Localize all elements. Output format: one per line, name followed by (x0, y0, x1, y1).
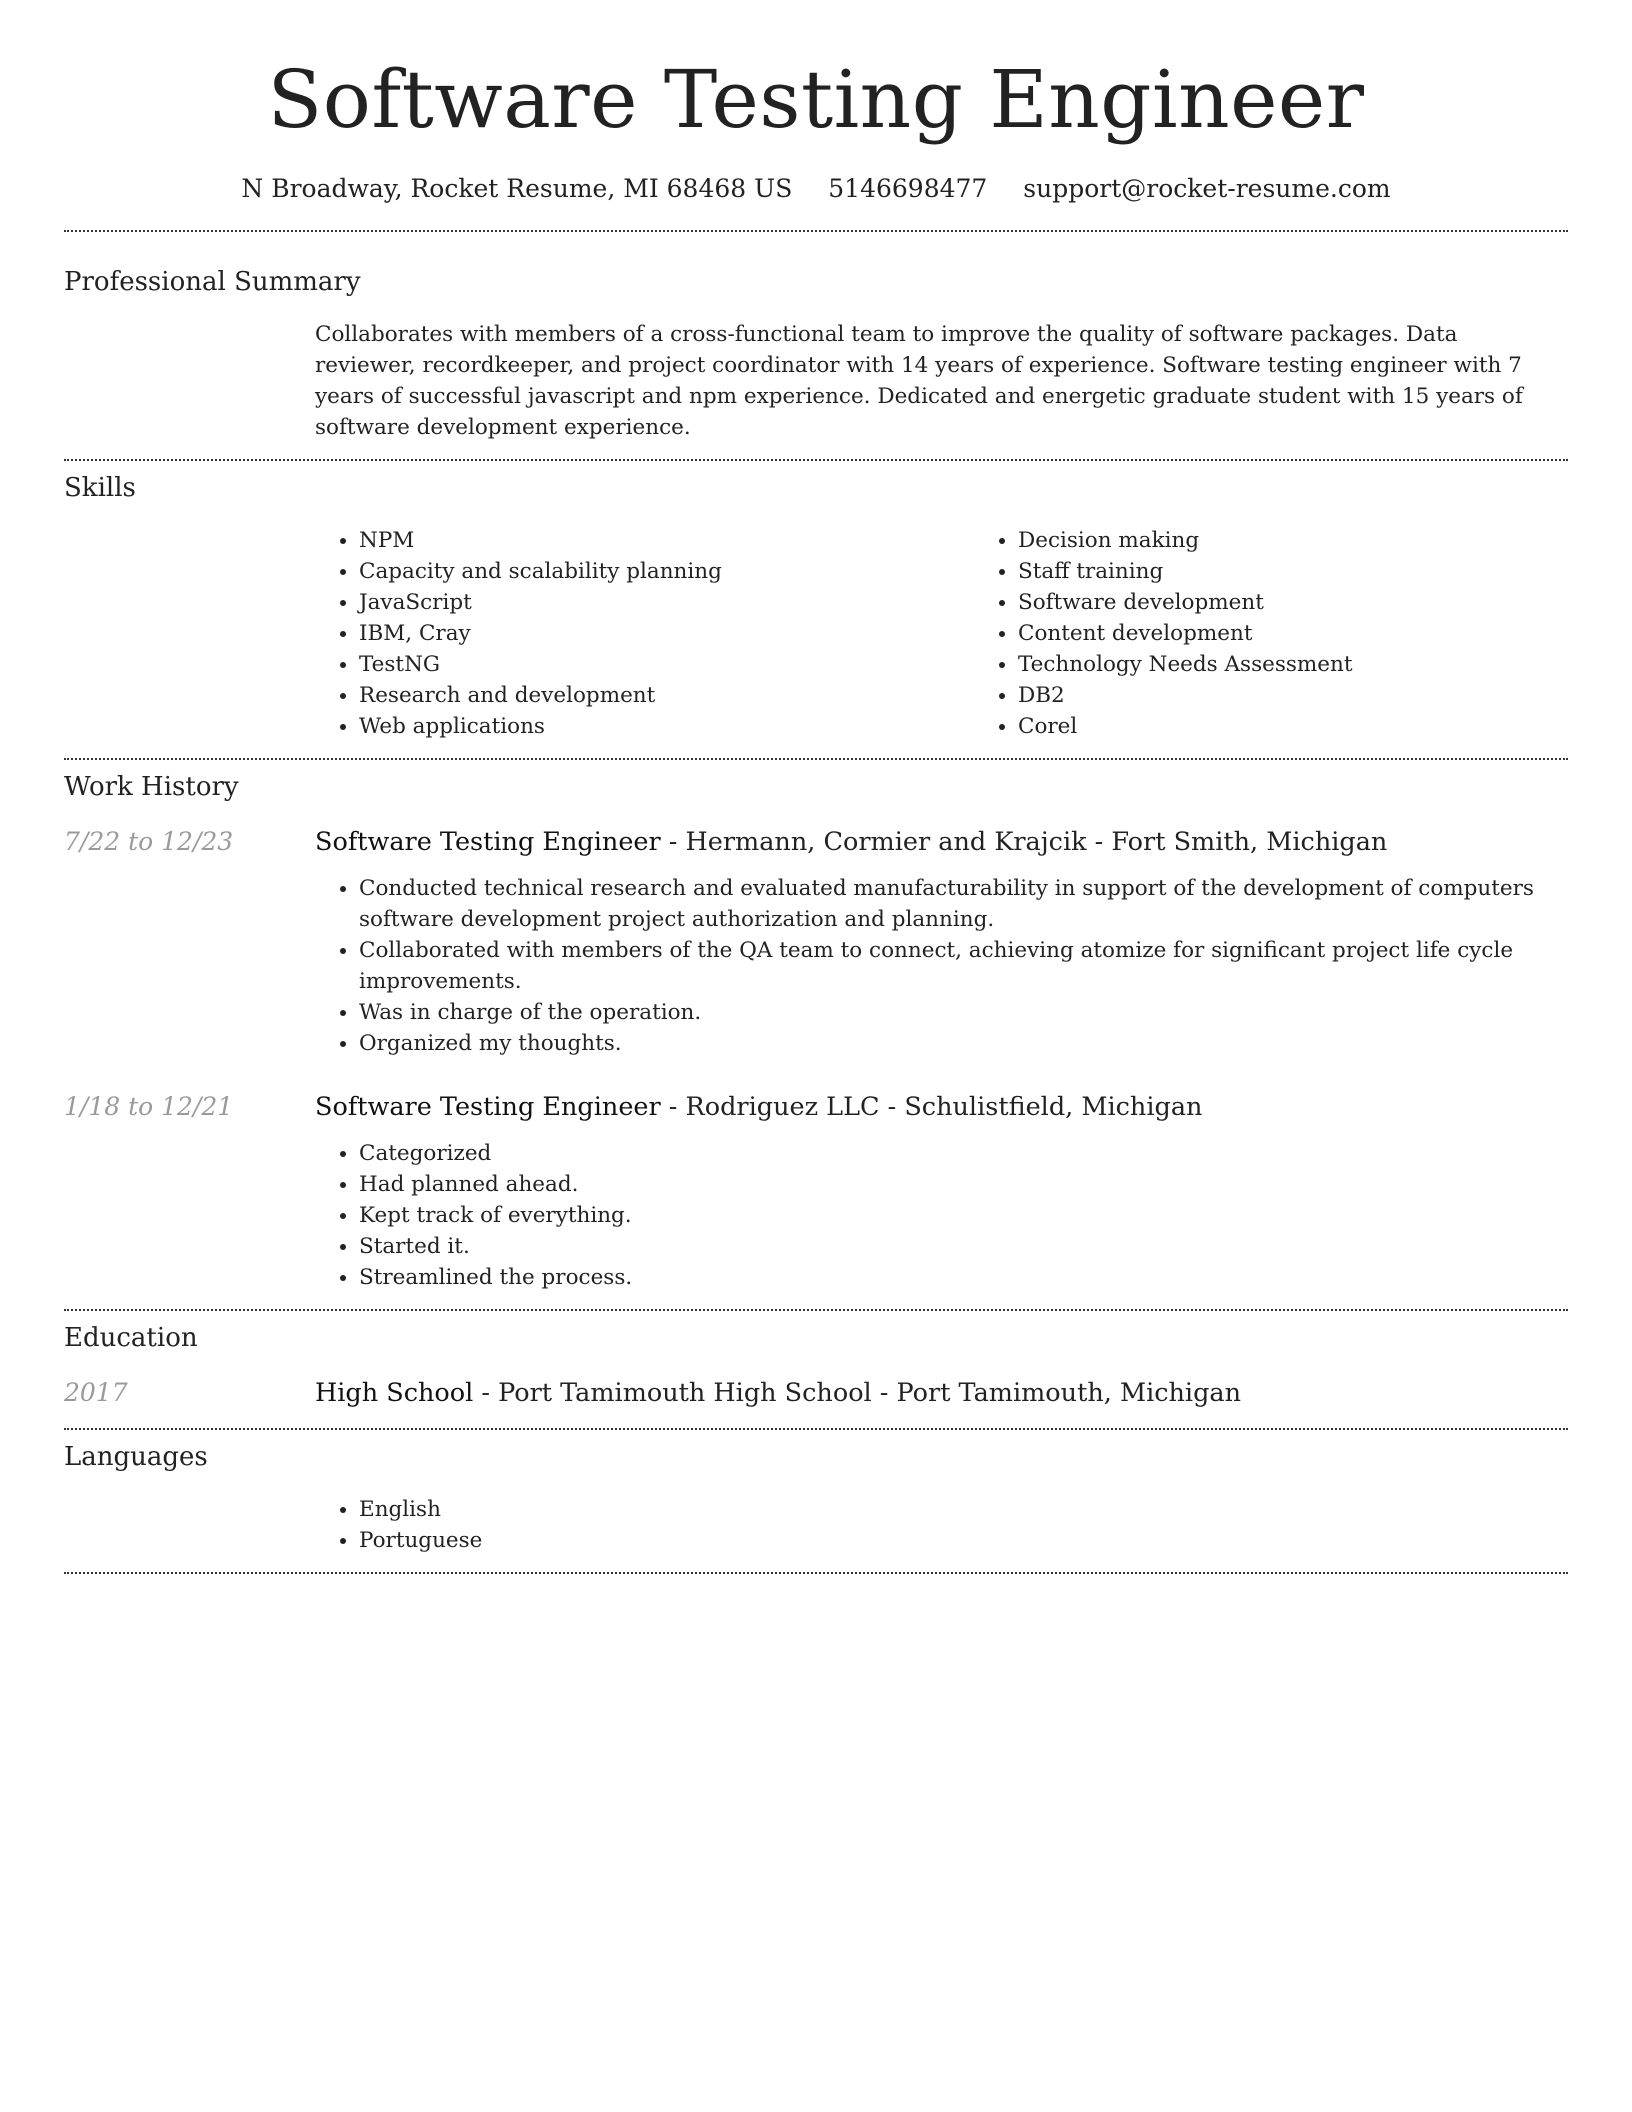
languages-spacer (64, 1494, 315, 1556)
job-dates: 1/18 to 12/21 (64, 1092, 234, 1121)
job-bullet: • Had planned ahead. (359, 1169, 1568, 1200)
education-body (315, 1376, 1568, 1410)
skill-item: • Research and development (359, 680, 974, 711)
skill-item: • Capacity and scalability planning (359, 556, 974, 587)
contact-email: support@rocket-resume.com (1023, 174, 1391, 203)
skill-item: • NPM (359, 525, 974, 556)
skills-list-right (974, 525, 1632, 742)
skill-item: • Technology Needs Assessment (1018, 649, 1632, 680)
job-bullet: • Collaborated with members of the QA team to connect, achieving atomize for significant project life cycle improvements. (359, 935, 1548, 997)
summary-section (64, 232, 1568, 443)
contact-address: N Broadway, Rocket Resume, MI 68468 US (241, 174, 793, 203)
skill-item: • DB2 (1018, 680, 1632, 711)
job-bullet: • Started it. (359, 1231, 1568, 1262)
summary-text: Collaborates with members of a cross-functional team to improve the quality of software packages. Data reviewer, recordkeeper, and project coordinator with 14 years of experience. Software testing engineer with 7 years of successful javascript and npm experience. Dedicated and energetic graduate student with 15 years of software development experience. (315, 322, 1523, 440)
job-bullet: • Was in charge of the operation. (359, 997, 1548, 1028)
skills-spacer (64, 525, 315, 742)
resume-header (64, 0, 1568, 204)
education-school-location: - Port Tamimouth High School - Port Tamimouth, Michigan (473, 1378, 1242, 1408)
job-bullet: • Categorized (359, 1138, 1568, 1169)
skill-item: • Web applications (359, 711, 974, 742)
job-position: Software Testing Engineer (315, 827, 661, 857)
skills-row (64, 525, 1568, 742)
job-title (315, 1090, 1568, 1124)
job-body (315, 825, 1568, 1059)
language-item: • English (359, 1494, 1568, 1525)
education-title (315, 1376, 1568, 1410)
skill-item: • Decision making (1018, 525, 1632, 556)
summary-body (315, 319, 1568, 443)
language-item: • Portuguese (359, 1525, 1568, 1556)
languages-row (64, 1494, 1568, 1556)
skills-section (64, 461, 1568, 742)
skill-item: • Software development (1018, 587, 1632, 618)
job-bullet: • Kept track of everything. (359, 1200, 1568, 1231)
skill-item: • Content development (1018, 618, 1632, 649)
job-entry (64, 825, 1568, 1059)
candidate-name: Software Testing Engineer (267, 53, 1365, 146)
job-bullets (315, 873, 1568, 1059)
job-company-location: - Hermann, Cormier and Krajcik - Fort Smith, Michigan (660, 827, 1388, 857)
contact-line (64, 174, 1568, 204)
education-year: 2017 (64, 1378, 128, 1407)
section-title-skills: Skills (64, 473, 136, 503)
contact-phone: 5146698477 (828, 174, 988, 203)
summary-spacer (64, 319, 315, 443)
section-title-languages: Languages (64, 1442, 208, 1472)
skill-item: • Corel (1018, 711, 1632, 742)
education-entry (64, 1376, 1568, 1410)
skill-item: • Staff training (1018, 556, 1632, 587)
job-bullet: • Streamlined the process. (359, 1262, 1568, 1293)
education-section (64, 1311, 1568, 1410)
skills-list-left (315, 525, 974, 742)
job-body (315, 1090, 1568, 1293)
job-bullets (315, 1138, 1568, 1293)
resume-page (64, 0, 1568, 1574)
job-company-location: - Rodriguez LLC - Schulistfield, Michigan (660, 1092, 1203, 1122)
divider (64, 1572, 1568, 1574)
section-title-work: Work History (64, 772, 239, 802)
section-title-summary: Professional Summary (64, 267, 361, 297)
skills-grid (315, 525, 1632, 742)
job-bullet: • Organized my thoughts. (359, 1028, 1548, 1059)
work-section (64, 760, 1568, 1293)
section-title-education: Education (64, 1323, 198, 1353)
summary-row (64, 319, 1568, 443)
languages-section (64, 1430, 1568, 1556)
job-title (315, 825, 1568, 859)
skill-item: • IBM, Cray (359, 618, 974, 649)
job-position: Software Testing Engineer (315, 1092, 661, 1122)
skill-item: • JavaScript (359, 587, 974, 618)
education-degree: High School (315, 1378, 474, 1408)
job-dates: 7/22 to 12/23 (64, 827, 234, 856)
job-entry (64, 1090, 1568, 1293)
languages-body (315, 1494, 1568, 1556)
skill-item: • TestNG (359, 649, 974, 680)
languages-list (315, 1494, 1568, 1556)
job-bullet: • Conducted technical research and evaluated manufacturability in support of the development of computers software development project authorization and planning. (359, 873, 1548, 935)
